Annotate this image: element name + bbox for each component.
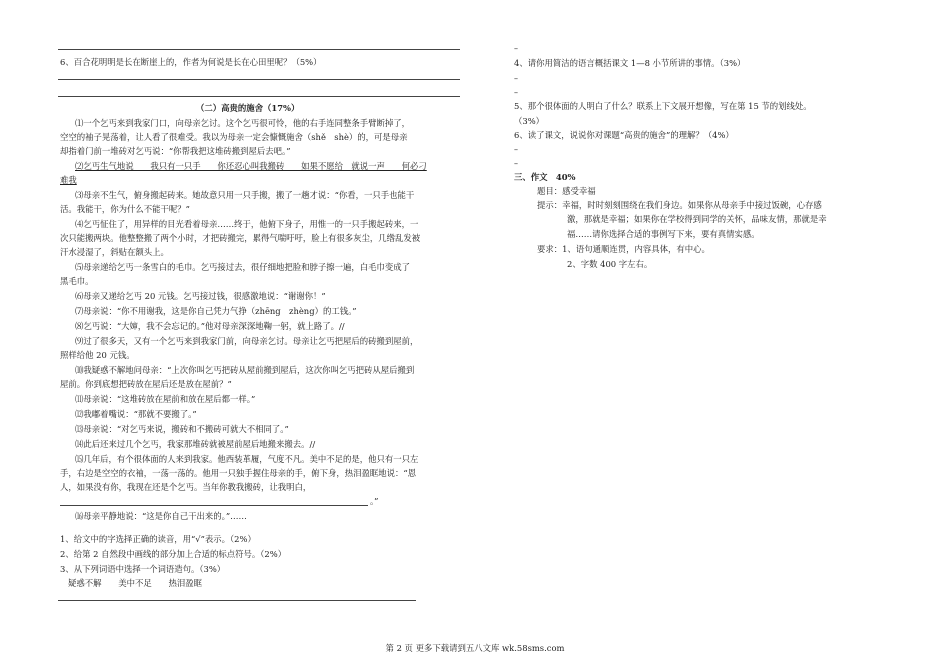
answer-line [58,96,460,97]
question-3: 3、从下列词语中选择一个词语造句。（3%） [60,564,226,574]
question-5: 5、那个很体面的人明白了什么？联系上下文展开想像，写在第 15 节的划线处。 [514,101,812,111]
essay-hint: 提示：幸福，时时刻刻围绕在我们身边。如果你从母亲手中接过饭碗，心存感 [537,200,822,210]
essay-requirement: 2、字数 400 字左右。 [567,259,653,269]
paragraph-5: ⑸母亲递给乞丐一条雪白的毛巾。乞丐接过去，很仔细地把脸和脖子擦一遍，白毛巾变成了 [75,262,410,272]
paragraph-12: ⑿我嘟着嘴说：“那就不要搬了。” [75,409,197,419]
paragraph-3: ⑶母亲不生气，俯身搬起砖来。她故意只用一只手搬，搬了一趟才说：“你看，一只手也能干 [75,190,415,200]
question-5: （3%） [514,116,545,126]
paragraph-11: ⑾母亲说：“这堆砖放在屋前和放在屋后都一样。” [75,394,256,404]
question-2: 2、给第 2 自然段中画线的部分加上合适的标点符号。（2%） [60,549,287,559]
paragraph-15: 人，如果没有你，我现在还是个乞丐。当年你教我搬砖，让我明白， [60,482,312,492]
answer-dash: – [514,74,518,83]
paragraph-1: 却指着门前一堆砖对乞丐说：“你帮我把这堆砖搬到屋后去吧。” [60,146,291,156]
question-4: 4、请你用简洁的语言概括课文 1—8 小节所讲的事情。（3%） [514,58,746,68]
paragraph-10: 屋前。你到底想把砖放在屋后还是放在屋前？” [60,379,232,389]
paragraph-6: ⑹母亲又递给乞丐 20 元钱。乞丐接过钱，很感激地说：“谢谢你！” [75,291,326,301]
paragraph-3: 活。我能干，你为什么不能干呢？” [60,204,190,214]
essay-hint: 激，那就是幸福；如果你在学校得到同学的关怀，品味友情，那就是幸 [567,214,827,224]
paragraph-2-underlined: 难我 [60,175,77,185]
paragraph-16: ⒃母亲平静地说：“这是你自己干出来的。”…… [75,511,247,521]
essay-topic: 题目：感受幸福 [537,186,596,196]
paragraph-2-underlined: ⑵乞丐生气地说 我只有一只手 你还忍心叫我搬砖 如果不愿给 就说一声 何必刁 [75,161,427,171]
essay-section-title: 三、作文 40% [514,172,576,182]
question-6-right: 6、读了课文，说说你对课题“高贵的施舍”的理解？（4%） [514,130,734,140]
answer-dash: – [514,145,518,154]
essay-requirement: 要求：1、语句通顺连贯，内容具体，有中心。 [537,244,710,254]
answer-line [58,600,416,601]
paragraph-4: 汗水浸湿了，斜贴在额头上。 [60,247,169,257]
paragraph-5: 黑毛巾。 [60,276,94,286]
answer-dash: – [514,44,518,53]
paragraph-4: 次只能搬两块。他整整搬了两个小时，才把砖搬完，累得气喘吁吁，脸上有很多灰尘，几绺乱发被 [60,233,421,243]
word-choices: 疑惑不解 美中不足 热泪盈眶 [68,578,202,588]
answer-dash: – [514,88,518,97]
paragraph-1: ⑴一个乞丐来到我家门口，向母亲乞讨。这个乞丐很可怜，他的右手连同整条手臂断掉了， [75,118,410,128]
answer-dash: – [514,159,518,168]
question-1: 1、给文中的字选择正确的读音，用“√”表示。（2%） [60,534,256,544]
paragraph-1: 空空的袖子晃荡着，让人看了很难受。我以为母亲一定会慷慨施舍（shě shè）的，可是母亲 [60,132,408,142]
paragraph-9: 照样给他 20 元钱。 [60,350,135,360]
paragraph-14: ⒁此后还来过几个乞丐，我家那堆砖就被屋前屋后地搬来搬去。// [75,439,316,449]
paragraph-10: ⑽我疑惑不解地问母亲：“上次你叫乞丐把砖从屋前搬到屋后，这次你叫乞丐把砖从屋后搬到 [75,365,415,375]
paragraph-15: 手，右边是空空的衣袖，一荡一荡的。他用一只独手握住母亲的手，俯下身，热泪盈眶地说：“恩 [60,468,417,478]
section-title: （二）高贵的施舍（17%） [196,103,300,113]
answer-line [58,79,460,80]
answer-line [58,49,460,50]
paragraph-7: ⑺母亲说：“你不用谢我，这是你自己凭力气挣（zhēng zhèng）的工钱。” [75,306,357,316]
page-footer: 第 2 页 更多下载请到五八文库 wk.58sms.com [385,643,565,653]
paragraph-4: ⑷乞丐怔住了，用异样的目光看着母亲……终于，他俯下身子，用惟一的一只手搬起砖来，一 [75,219,419,229]
paragraph-15: ⒂几年后，有个很体面的人来到我家。他西装革履，气度不凡。美中不足的是，他只有一只左 [75,454,419,464]
paragraph-8: ⑻乞丐说：“大婶，我不会忘记的。”他对母亲深深地鞠一躬，就上路了。// [75,321,345,331]
question-6: 6、百合花明明是长在断崖上的，作者为何说是长在心田里呢？（5%） [60,57,322,67]
paragraph-13: ⒀母亲说：“对乞丐来说，搬砖和不搬砖可就大不相同了。” [75,424,289,434]
fill-blank-line[interactable] [60,505,368,506]
essay-hint: 福……请你选择合适的事例写下来，要有真情实感。 [567,229,760,239]
paragraph-9: ⑼过了很多天，又有一个乞丐来到我家门前，向母亲乞讨。母亲让乞丐把屋后的砖搬到屋前， [75,336,419,346]
paragraph-15-end: 。” [370,496,379,506]
